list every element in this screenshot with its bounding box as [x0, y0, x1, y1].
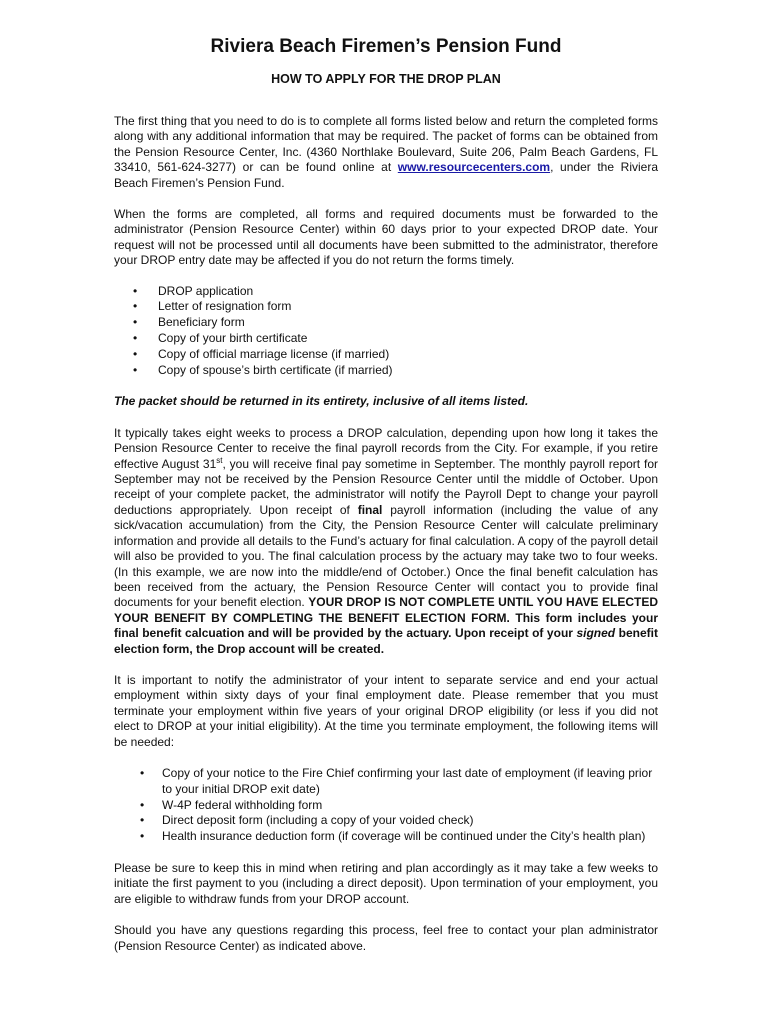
ordinal-suffix: st [216, 455, 223, 465]
signed-word: signed [576, 626, 616, 641]
final-word: final [357, 502, 383, 517]
processing-text-3: payroll information (including the value of any sick/vacation accumulation) from the City, the Pension Resource Center will calculate preliminary information and provide all details to the Fund’s actuary for final calculation. A copy of the payroll detail will also be provided to you. The final calculation process by the actuary may take two to four weeks. (In this example, we are now into the middle/end of October.) Once the final benefit calculation has been received from the actuary, the Pension Resource Center will contact you to provide final documents for your benefit election. [114, 502, 658, 610]
processing-text-2: , you will receive final pay sometime in September. The monthly payroll report for September may not be received by the Pension Resource Center until the middle of October. Upon receipt of your complete packet, the administrator will notify the Payroll Dept to change your payroll deductions appropriately. Upon receipt of [114, 456, 659, 517]
list-item: • W-4P federal withholding form [114, 798, 658, 814]
list-item: • Copy of your birth certificate [114, 331, 658, 347]
retirement-planning-paragraph: Please be sure to keep this in mind when retiring and plan accordingly as it may take a few weeks to initiate the first payment to you (including a direct deposit). Upon termination of your employment, you are eligible to withdraw funds from your DROP account. [114, 860, 658, 906]
list-item: • Letter of resignation form [114, 299, 658, 315]
packet-note: The packet should be returned in its entirety, inclusive of all items listed. [114, 394, 529, 409]
list-item: • Health insurance deduction form (if coverage will be continued under the City’s health plan) [114, 829, 658, 845]
termination-items-list [114, 766, 658, 845]
processing-paragraph [114, 426, 658, 657]
list-item: • Beneficiary form [114, 315, 658, 331]
intro-text: The first thing that you need to do is to complete all forms listed below and return the completed forms along with any additional information that may be required. The packet of forms can be obtained from the Pension Resource Center, Inc. (4360 Northlake Boulevard, Suite 206, Palm Beach Gardens, FL 33410, 561-624-3277) or can be found online at [114, 114, 658, 175]
intro-paragraph [114, 114, 658, 191]
drop-completion-notice: YOUR DROP IS NOT COMPLETE UNTIL YOU HAVE ELECTED YOUR BENEFIT BY COMPLETING THE BENEFIT ELECTION FORM. This form includes your final benefit calcuation and will be provided by the actuary. Upon receipt of your [114, 595, 658, 641]
list-item: • Copy of official marriage license (if married) [114, 347, 658, 363]
document-subtitle: HOW TO APPLY FOR THE DROP PLAN [271, 72, 501, 86]
intro-text-end: , under the Riviera Beach Firemen’s Pension Fund. [114, 160, 658, 190]
contact-paragraph: Should you have any questions regarding this process, feel free to contact your plan administrator (Pension Resource Center) as indicated above. [114, 923, 658, 953]
list-item: • Copy of spouse’s birth certificate (if married) [114, 363, 658, 379]
termination-paragraph: It is important to notify the administrator of your intent to separate service and end your actual employment within sixty days of your final employment date. Please remember that you must terminate your employment within five years of your original DROP eligibility (or less if you did not elect to DROP at your initial eligibility). At the time you terminate employment, the following items will be needed: [114, 672, 658, 749]
document-title: Riviera Beach Firemen’s Pension Fund [210, 36, 562, 57]
document-page [114, 34, 658, 954]
list-item: • Direct deposit form (including a copy of your voided check) [114, 813, 658, 829]
resource-centers-link[interactable]: www.resourcecenters.com [397, 160, 551, 175]
drop-completion-notice-end: benefit election form, the Drop account will be created. [114, 626, 658, 656]
required-forms-list [114, 284, 658, 379]
list-item: • DROP application [114, 284, 658, 300]
forms-submission-paragraph: When the forms are completed, all forms and required documents must be forwarded to the administrator (Pension Resource Center) within 60 days prior to your expected DROP date. Your request will not be processed until all documents have been submitted to the administrator, therefore your DROP entry date may be affected if you do not return the forms timely. [114, 207, 658, 268]
processing-text-1: It typically takes eight weeks to process a DROP calculation, depending upon how long it takes the Pension Resource Center to receive the final payroll records from the City. For example, if you retire effective August 31 [114, 425, 658, 471]
list-item: • Copy of your notice to the Fire Chief confirming your last date of employment (if leaving prior to your initial DROP exit date) [114, 766, 658, 798]
